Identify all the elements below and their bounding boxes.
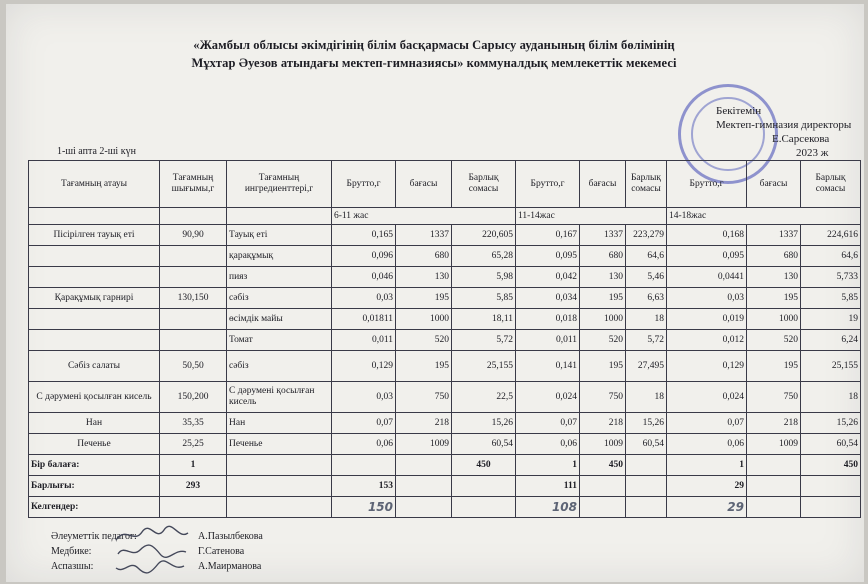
arrived-group-2: 108	[516, 497, 580, 518]
value-cell: 0,07	[516, 413, 580, 434]
dish-cell: Қарақұмық гарнирі	[29, 288, 160, 309]
value-cell: 0,167	[516, 225, 580, 246]
value-cell: 15,26	[626, 413, 667, 434]
dish-cell	[29, 330, 160, 351]
value-cell: 1009	[747, 434, 801, 455]
yield-cell	[160, 330, 227, 351]
ingredient-cell: өсімдік майы	[227, 309, 332, 330]
table-row	[29, 225, 861, 246]
value-cell: 0,0441	[667, 267, 747, 288]
dish-cell	[29, 246, 160, 267]
arrived-group-1: 150	[332, 497, 396, 518]
value-cell: 0,01811	[332, 309, 396, 330]
table-row	[29, 246, 861, 267]
value-cell: 18	[626, 309, 667, 330]
total-group-3: 29	[667, 476, 747, 497]
value-cell: 64,6	[801, 246, 861, 267]
yield-cell: 130,150	[160, 288, 227, 309]
total-label: Барлығы:	[29, 476, 160, 497]
value-cell: 0,095	[516, 246, 580, 267]
value-cell: 22,5	[452, 382, 516, 413]
per-child-count: 1	[160, 455, 227, 476]
value-cell: 750	[396, 382, 452, 413]
value-cell: 0,06	[332, 434, 396, 455]
yield-cell: 90,90	[160, 225, 227, 246]
value-cell: 680	[580, 246, 626, 267]
yield-cell	[160, 267, 227, 288]
arrived-row	[29, 497, 861, 518]
approval-position: Мектеп-гимназия директоры	[716, 119, 852, 131]
ingredient-cell: қарақұмық	[227, 246, 332, 267]
value-cell: 1000	[396, 309, 452, 330]
value-cell: 520	[396, 330, 452, 351]
dish-cell: Сәбіз салаты	[29, 351, 160, 382]
table-row	[29, 382, 861, 413]
value-cell: 195	[396, 351, 452, 382]
value-cell: 0,141	[516, 351, 580, 382]
document-title-line2: Мұхтар Әуезов атындағы мектеп-гимназиясы» коммуналдық мемлекеттік мекемесі	[191, 56, 677, 70]
signature-nurse	[51, 546, 245, 557]
handwritten-signature-icon	[112, 556, 192, 578]
dish-cell: С дәрумені қосылған кисель	[29, 382, 160, 413]
header-price-3: бағасы	[747, 161, 801, 208]
approval-year: 2023 ж	[796, 147, 829, 159]
per-child-sum-3: 450	[801, 455, 861, 476]
value-cell: 520	[580, 330, 626, 351]
value-cell: 1337	[396, 225, 452, 246]
per-child-label: Бір балаға:	[29, 455, 160, 476]
value-cell: 750	[580, 382, 626, 413]
header-dish: Тағамның атауы	[29, 161, 160, 208]
value-cell: 60,54	[801, 434, 861, 455]
value-cell: 1000	[747, 309, 801, 330]
value-cell: 195	[580, 351, 626, 382]
dish-cell	[29, 267, 160, 288]
ingredient-cell: сәбіз	[227, 351, 332, 382]
total-group-1: 153	[332, 476, 396, 497]
value-cell: 195	[580, 288, 626, 309]
value-cell: 520	[747, 330, 801, 351]
table-row	[29, 351, 861, 382]
signature-role: Әлеуметтік педагог:	[51, 531, 137, 542]
value-cell: 195	[747, 351, 801, 382]
value-cell: 0,06	[667, 434, 747, 455]
approval-block	[716, 104, 851, 160]
header-brutto-1: Брутто,г	[332, 161, 396, 208]
value-cell: 15,26	[452, 413, 516, 434]
yield-cell	[160, 246, 227, 267]
dish-cell: Пісірілген тауық еті	[29, 225, 160, 246]
age-group-14-18: 14-18жас	[667, 208, 861, 225]
yield-cell: 25,25	[160, 434, 227, 455]
ingredient-cell: сәбіз	[227, 288, 332, 309]
value-cell: 15,26	[801, 413, 861, 434]
table-row	[29, 434, 861, 455]
header-brutto-2: Брутто,г	[516, 161, 580, 208]
value-cell: 1337	[747, 225, 801, 246]
value-cell: 27,495	[626, 351, 667, 382]
value-cell: 18,11	[452, 309, 516, 330]
value-cell: 1009	[396, 434, 452, 455]
signature-name: А.Маирманова	[198, 561, 262, 572]
value-cell: 130	[580, 267, 626, 288]
age-group-6-11: 6-11 жас	[332, 208, 516, 225]
per-child-count-2: 1	[516, 455, 580, 476]
header-sum-2: Барлық сомасы	[626, 161, 667, 208]
ingredient-cell: Тауық еті	[227, 225, 332, 246]
value-cell: 680	[396, 246, 452, 267]
value-cell: 0,024	[516, 382, 580, 413]
yield-cell: 35,35	[160, 413, 227, 434]
value-cell: 25,155	[452, 351, 516, 382]
value-cell: 5,85	[452, 288, 516, 309]
value-cell: 5,733	[801, 267, 861, 288]
value-cell: 218	[396, 413, 452, 434]
value-cell: 5,72	[452, 330, 516, 351]
ingredient-cell: Нан	[227, 413, 332, 434]
value-cell: 0,024	[667, 382, 747, 413]
value-cell: 0,034	[516, 288, 580, 309]
signature-cook	[51, 561, 262, 572]
signature-name: Г.Сатенова	[198, 546, 245, 557]
value-cell: 0,03	[667, 288, 747, 309]
approval-heading: Бекітемін	[716, 105, 762, 117]
table-row	[29, 267, 861, 288]
table-row	[29, 330, 861, 351]
age-group-11-14: 11-14жас	[516, 208, 667, 225]
value-cell: 0,042	[516, 267, 580, 288]
table-row	[29, 413, 861, 434]
total-group-2: 111	[516, 476, 580, 497]
yield-cell: 150,200	[160, 382, 227, 413]
dish-cell: Печенье	[29, 434, 160, 455]
week-day-label: 1-ші апта 2-ші күн	[57, 146, 136, 157]
value-cell: 64,6	[626, 246, 667, 267]
yield-cell: 50,50	[160, 351, 227, 382]
value-cell: 0,095	[667, 246, 747, 267]
value-cell: 0,019	[667, 309, 747, 330]
arrived-label: Келгендер:	[29, 497, 160, 518]
value-cell: 1009	[580, 434, 626, 455]
total-count: 293	[160, 476, 227, 497]
age-group-row	[29, 208, 861, 225]
value-cell: 0,129	[332, 351, 396, 382]
header-sum-1: Барлық сомасы	[452, 161, 516, 208]
arrived-group-3: 29	[667, 497, 747, 518]
value-cell: 18	[801, 382, 861, 413]
value-cell: 0,129	[667, 351, 747, 382]
table-row	[29, 288, 861, 309]
value-cell: 0,012	[667, 330, 747, 351]
value-cell: 0,03	[332, 288, 396, 309]
table-header-row	[29, 161, 861, 208]
yield-cell	[160, 309, 227, 330]
value-cell: 1337	[580, 225, 626, 246]
value-cell: 0,07	[667, 413, 747, 434]
header-price-2: бағасы	[580, 161, 626, 208]
value-cell: 0,165	[332, 225, 396, 246]
value-cell: 0,011	[332, 330, 396, 351]
value-cell: 0,168	[667, 225, 747, 246]
per-child-count-3: 1	[667, 455, 747, 476]
value-cell: 5,98	[452, 267, 516, 288]
value-cell: 0,06	[516, 434, 580, 455]
ingredient-cell: С дәрумені қосылған кисель	[227, 382, 332, 413]
value-cell: 65,28	[452, 246, 516, 267]
value-cell: 195	[396, 288, 452, 309]
value-cell: 6,63	[626, 288, 667, 309]
value-cell: 223,279	[626, 225, 667, 246]
signature-role: Аспазшы:	[51, 561, 94, 572]
value-cell: 5,72	[626, 330, 667, 351]
total-row	[29, 476, 861, 497]
per-child-sum-2: 450	[580, 455, 626, 476]
value-cell: 218	[747, 413, 801, 434]
ingredient-cell: пияз	[227, 267, 332, 288]
header-sum-3: Барлық сомасы	[801, 161, 861, 208]
value-cell: 130	[396, 267, 452, 288]
value-cell: 130	[747, 267, 801, 288]
approval-director-name: Е.Сарсекова	[772, 133, 830, 145]
value-cell: 0,018	[516, 309, 580, 330]
value-cell: 19	[801, 309, 861, 330]
ingredient-cell: Томат	[227, 330, 332, 351]
value-cell: 0,07	[332, 413, 396, 434]
value-cell: 1000	[580, 309, 626, 330]
signature-role: Медбике:	[51, 546, 92, 557]
signature-name: А.Пазылбекова	[198, 531, 263, 542]
value-cell: 0,096	[332, 246, 396, 267]
value-cell: 5,85	[801, 288, 861, 309]
header-yield: Тағамның шығымы,г	[160, 161, 227, 208]
header-brutto-3: Брутто,г	[667, 161, 747, 208]
menu-table	[28, 160, 861, 518]
per-child-sum-1: 450	[452, 455, 516, 476]
value-cell: 6,24	[801, 330, 861, 351]
table-row	[29, 309, 861, 330]
value-cell: 18	[626, 382, 667, 413]
ingredient-cell: Печенье	[227, 434, 332, 455]
value-cell: 60,54	[626, 434, 667, 455]
dish-cell	[29, 309, 160, 330]
value-cell: 220,605	[452, 225, 516, 246]
value-cell: 5,46	[626, 267, 667, 288]
value-cell: 224,616	[801, 225, 861, 246]
per-child-row	[29, 455, 861, 476]
header-price-1: бағасы	[396, 161, 452, 208]
header-ingredients: Тағамның ингредиенттері,г	[227, 161, 332, 208]
value-cell: 680	[747, 246, 801, 267]
document-title-line1: «Жамбыл облысы әкімдігінің білім басқармасы Сарысу ауданының білім бөлімінің	[193, 38, 675, 52]
value-cell: 0,03	[332, 382, 396, 413]
value-cell: 25,155	[801, 351, 861, 382]
value-cell: 0,046	[332, 267, 396, 288]
value-cell: 218	[580, 413, 626, 434]
value-cell: 0,011	[516, 330, 580, 351]
value-cell: 195	[747, 288, 801, 309]
value-cell: 750	[747, 382, 801, 413]
value-cell: 60,54	[452, 434, 516, 455]
dish-cell: Нан	[29, 413, 160, 434]
